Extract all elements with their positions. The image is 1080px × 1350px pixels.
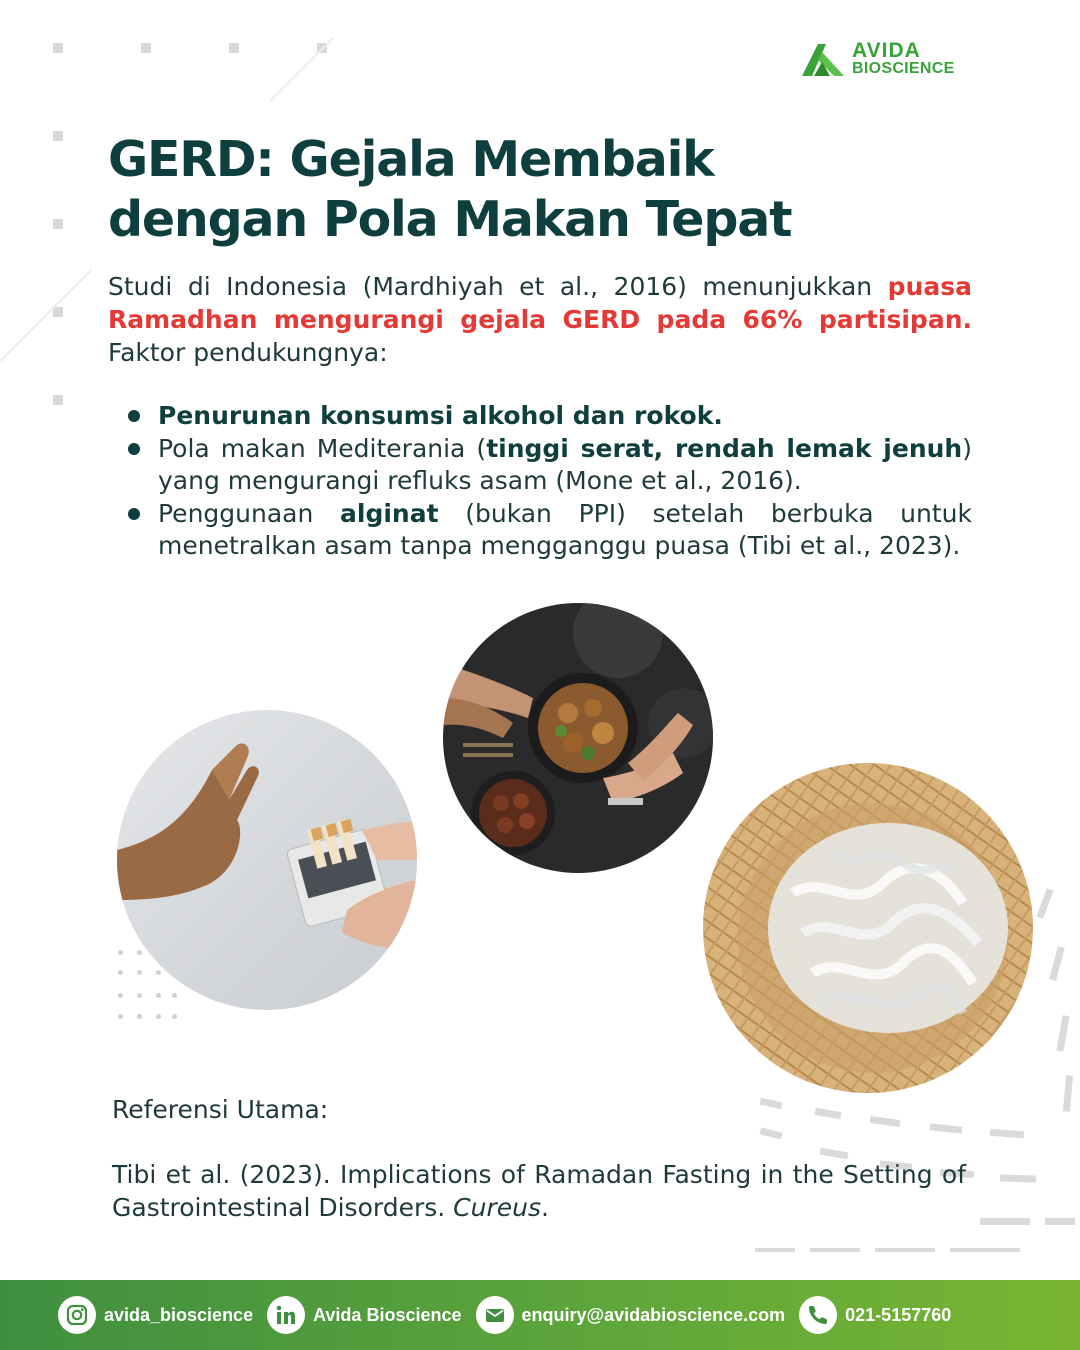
- page-title: [108, 130, 968, 250]
- intro-paragraph: [108, 270, 972, 369]
- references-heading: Referensi Utama:: [112, 1095, 329, 1124]
- deco-dash: [1045, 1218, 1075, 1225]
- deco-dash: [1037, 888, 1054, 919]
- reference-journal: Cureus: [453, 1193, 541, 1222]
- deco-dash: [1056, 1015, 1069, 1052]
- factor-list: [124, 400, 972, 563]
- intro-text-2: Faktor pendukungnya:: [108, 338, 388, 367]
- list-item: [124, 433, 972, 497]
- title-line-1: GERD: Gejala Membaik: [108, 131, 714, 188]
- deco-square: [53, 219, 63, 229]
- bullet-text: Penggunaan: [158, 499, 341, 528]
- email-address: enquiry@avidabioscience.com: [521, 1304, 786, 1325]
- list-item: [124, 498, 972, 562]
- deco-square: [53, 395, 63, 405]
- photo-shared-meal: [443, 603, 713, 873]
- deco-dot: [137, 970, 142, 975]
- deco-dot: [118, 993, 123, 998]
- phone-contact[interactable]: [799, 1296, 951, 1334]
- email-contact[interactable]: [476, 1296, 786, 1334]
- phone-icon: [799, 1296, 837, 1334]
- reference-citation: Tibi et al. (2023). Implications of Ramadan Fasting in the Setting of Gastrointestinal Disorders.: [112, 1160, 966, 1222]
- deco-dash: [1049, 946, 1065, 981]
- bullet-text: (bukan PPI) setelah berbuka untuk menetralkan asam tanpa mengganggu puasa (Tibi et al., 2023).: [158, 499, 973, 560]
- instagram-handle: avida_bioscience: [104, 1304, 254, 1325]
- deco-dash: [875, 1248, 935, 1252]
- bullet-icon: [128, 508, 140, 520]
- bullet-icon: [128, 410, 140, 422]
- bullet-text: ) yang mengurangi refluks asam (Mone et al., 2016).: [158, 434, 972, 495]
- deco-square: [141, 43, 151, 53]
- reference-end: .: [541, 1193, 549, 1222]
- deco-dot: [118, 950, 123, 955]
- deco-line: [0, 268, 93, 361]
- title-line-2: dengan Pola Makan Tepat: [108, 191, 792, 248]
- deco-dot: [137, 993, 142, 998]
- deco-square: [53, 43, 63, 53]
- deco-square: [53, 131, 63, 141]
- bullet-bold: tinggi serat, rendah lemak jenuh: [486, 434, 963, 463]
- brand-name-line2: BIOSCIENCE: [852, 60, 955, 78]
- brand-name-line1: AVIDA: [852, 39, 921, 63]
- mail-icon: [476, 1296, 514, 1334]
- deco-dot: [156, 970, 161, 975]
- brand-logo: [800, 40, 955, 78]
- deco-dot: [137, 950, 142, 955]
- linkedin-name: Avida Bioscience: [313, 1304, 462, 1325]
- intro-text-1: Studi di Indonesia (Mardhiyah et al., 2016) menunjukkan: [108, 272, 888, 301]
- deco-dash: [870, 1116, 901, 1127]
- bullet-text: Pola makan Mediterania (: [158, 434, 487, 463]
- deco-dot: [156, 1014, 161, 1019]
- phone-number: 021-5157760: [845, 1304, 952, 1325]
- deco-dash: [980, 1218, 1030, 1225]
- deco-dash: [950, 1248, 1020, 1252]
- references-text: [112, 1158, 966, 1224]
- photo-konjac-noodles: [703, 763, 1033, 1093]
- deco-dash: [930, 1123, 963, 1133]
- deco-line: [269, 37, 334, 102]
- linkedin-icon: [267, 1296, 305, 1334]
- deco-dot: [137, 1014, 142, 1019]
- deco-dash: [759, 1127, 782, 1139]
- list-item: [124, 400, 972, 432]
- bullet-bold: alginat: [340, 499, 439, 528]
- deco-dash: [815, 1108, 842, 1119]
- avida-logo-icon: [800, 40, 846, 78]
- deco-dot: [156, 993, 161, 998]
- photo-refuse-cigarette: [117, 710, 417, 1010]
- deco-dot: [172, 1014, 177, 1019]
- deco-square: [229, 43, 239, 53]
- intro-highlight: puasa Ramadhan mengurangi gejala GERD pada 66% partisipan.: [108, 272, 972, 334]
- deco-dash: [755, 1248, 795, 1252]
- deco-dash: [1000, 1174, 1036, 1182]
- bullet-icon: [128, 443, 140, 455]
- deco-dash: [990, 1129, 1024, 1138]
- instagram-contact[interactable]: [58, 1296, 253, 1334]
- deco-dash: [810, 1248, 860, 1252]
- deco-dot: [118, 970, 123, 975]
- deco-dot: [172, 993, 177, 998]
- deco-dash: [1063, 1075, 1073, 1111]
- deco-dash: [760, 1098, 783, 1109]
- contact-footer: [0, 1280, 1080, 1350]
- linkedin-contact[interactable]: [267, 1296, 461, 1334]
- instagram-icon: [58, 1296, 96, 1334]
- deco-square: [53, 307, 63, 317]
- bullet-bold: Penurunan konsumsi alkohol dan rokok.: [158, 401, 723, 430]
- deco-dot: [118, 1014, 123, 1019]
